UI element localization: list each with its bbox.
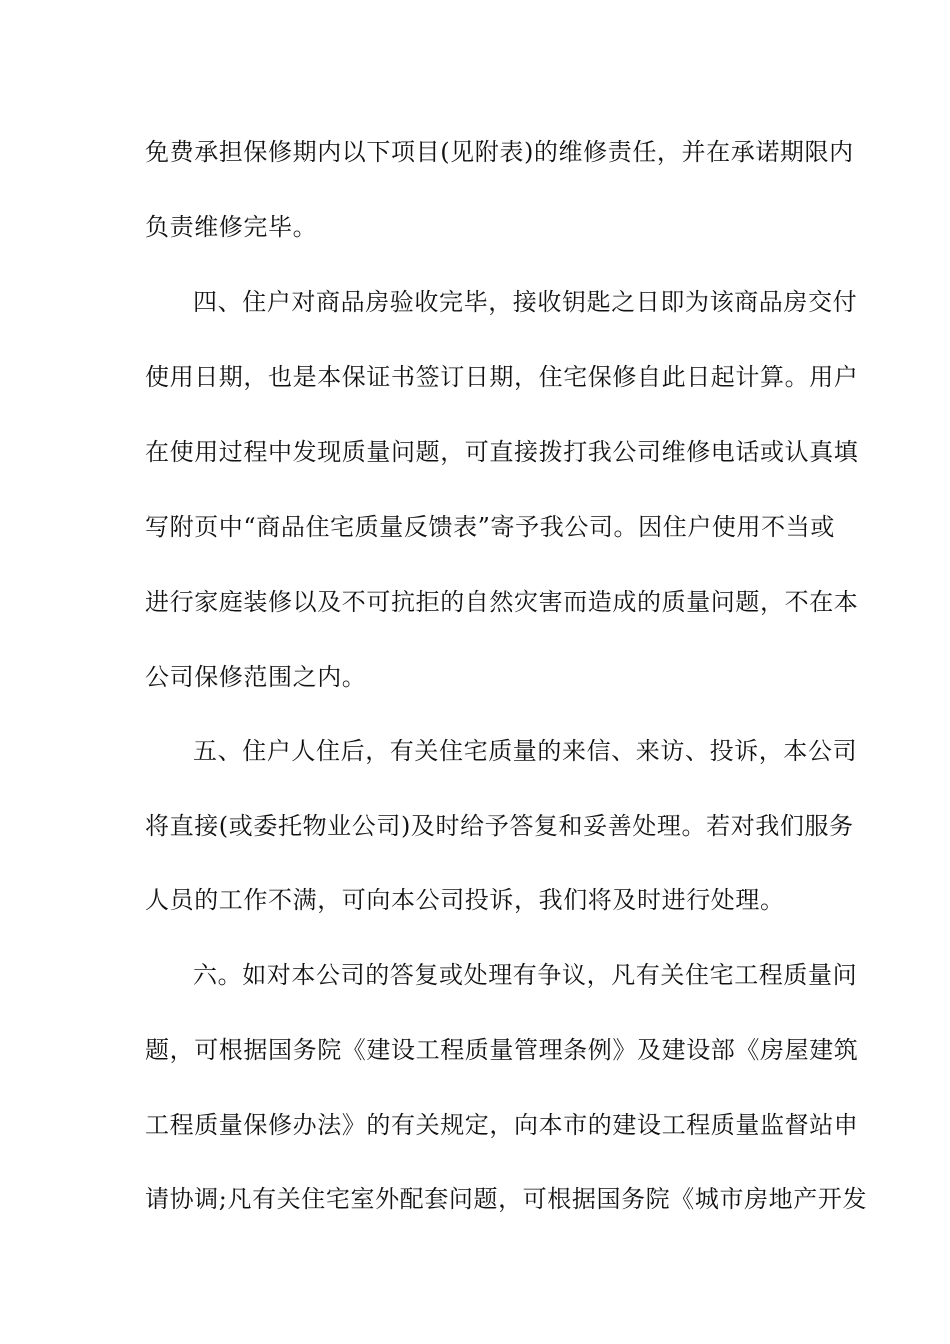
paragraph-6-first-line: 六。如对本公司的答复或处理有争议，凡有关住宅工程质量问 <box>193 961 858 989</box>
text-line: 将直接(或委托物业公司)及时给予答复和妥善处理。若对我们服务 <box>145 812 854 840</box>
text-line: 进行家庭装修以及不可抗拒的自然灾害而造成的质量问题，不在本 <box>145 588 859 616</box>
text-line: 负责维修完毕。 <box>145 213 318 241</box>
paragraph-4-first-line: 四、住户对商品房验收完毕，接收钥匙之日即为该商品房交付 <box>193 288 858 316</box>
text-line: 人员的工作不满，可向本公司投诉，我们将及时进行处理。 <box>145 886 785 914</box>
text-line: 题，可根据国务院《建设工程质量管理条例》及建设部《房屋建筑 <box>145 1036 859 1064</box>
paragraph-5-first-line: 五、住户人住后，有关住宅质量的来信、来访、投诉，本公司 <box>193 737 858 765</box>
text-line: 公司保修范围之内。 <box>145 663 367 691</box>
text-line: 在使用过程中发现质量问题，可直接拨打我公司维修电话或认真填 <box>145 438 859 466</box>
text-line: 请协调;凡有关住宅室外配套问题，可根据国务院《城市房地产开发 <box>145 1185 868 1213</box>
text-line: 写附页中“商品住宅质量反馈表”寄予我公司。因住户使用不当或 <box>145 513 835 541</box>
text-line: 使用日期，也是本保证书签订日期，住宅保修自此日起计算。用户 <box>145 363 859 391</box>
text-line: 免费承担保修期内以下项目(见附表)的维修责任，并在承诺期限内 <box>145 138 854 166</box>
text-line: 工程质量保修办法》的有关规定，向本市的建设工程质量监督站申 <box>145 1111 859 1139</box>
